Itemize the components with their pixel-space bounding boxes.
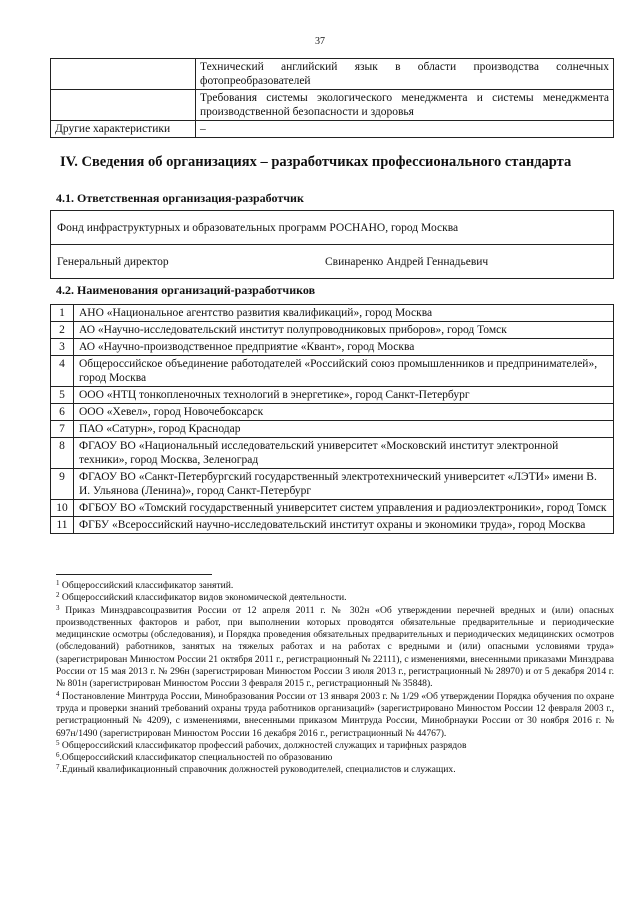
footnote [56, 740, 614, 752]
developer-name: АНО «Национальное агентство развития квалификаций», город Москва [74, 305, 614, 322]
footnote-separator [56, 574, 212, 575]
developer-name: Общероссийское объединение работодателей «Российский союз промышленников и предпринимателей», город Москва [74, 356, 614, 387]
responsible-org-name: Фонд инфраструктурных и образовательных программ РОСНАНО, город Москва [57, 221, 459, 234]
table-cell-text: Технический английский язык в области производства солнечных фотопреобразователей [196, 59, 614, 90]
footnote-mark: 5 [56, 738, 60, 747]
subsection-title-developers: 4.2. Наименования организаций-разработчиков [56, 283, 316, 297]
footnote-text: Постановление Минтруда России, Минобразования России от 13 января 2003 г. № 1/29 «Об утверждении Порядка обучения по охране труда и проверки знаний требований охраны труда работников организаций» (зарегистрировано Минюстом России 12 февраля 2003 г., регистрационный № 4209), с изменениями, внесенными приказом Минтруда России, Минобрнауки России от 30 ноября 2016 г. № 697н/1490 (зарегистрирован Минюстом России 16 декабря 2016 г., регистрационный № 44767). [56, 690, 614, 739]
developer-name: ООО «НТЦ тонкопленочных технологий в энергетике», город Санкт-Петербург [74, 387, 614, 404]
table-cell-text: – [196, 121, 614, 138]
developer-number: 3 [51, 339, 74, 356]
footnote-mark: 3 [56, 603, 60, 612]
footnote-mark: 4 [56, 689, 60, 698]
footnote [56, 691, 614, 740]
table-row [51, 469, 614, 500]
table-row [51, 438, 614, 469]
footnote-text: Общероссийский классификатор профессий рабочих, должностей служащих и тарифных разрядов [59, 739, 467, 751]
developer-number: 7 [51, 421, 74, 438]
table-cell-text: Требования системы экологического менеджмента и системы менеджмента производственной безопасности и здоровья [196, 90, 614, 121]
footnote-text: .Единый квалификационный справочник должностей руководителей, специалистов и служащих. [59, 764, 456, 776]
table-row [51, 356, 614, 387]
responsible-org-box [50, 210, 614, 279]
director-role: Генеральный директор [57, 255, 169, 268]
footnote-text: Общероссийский классификатор занятий. [59, 580, 234, 591]
table-row [51, 90, 614, 121]
director-name: Свинаренко Андрей Геннадьевич [325, 255, 489, 268]
director-row [51, 244, 613, 278]
developer-name: ФГБОУ ВО «Томский государственный университет систем управления и радиоэлектроники», город Томск [74, 500, 614, 517]
table-row [51, 305, 614, 322]
responsible-org-row [51, 211, 613, 244]
developer-name: АО «Научно-исследовательский институт полупроводниковых приборов», город Томск [74, 322, 614, 339]
footnote [56, 605, 614, 691]
developer-name: ФГАОУ ВО «Санкт-Петербургский государственный электротехнический университет «ЛЭТИ» имени В. И. Ульянова (Ленина)», город Санкт-Петербург [74, 469, 614, 500]
table-row [51, 121, 614, 138]
footnote-text: .Общероссийский классификатор специальностей по образованию [59, 752, 333, 764]
table-row [51, 59, 614, 90]
page-number: 37 [315, 36, 325, 47]
subsection-title-responsible: 4.1. Ответственная организация-разработчик [56, 191, 304, 205]
developer-number: 5 [51, 387, 74, 404]
section-title: IV. Сведения об организациях – разработчиках профессионального стандарта [60, 154, 572, 170]
table-cell-label [51, 59, 196, 90]
developer-number: 2 [51, 322, 74, 339]
table-row [51, 404, 614, 421]
table-row [51, 500, 614, 517]
footnote-text: Общероссийский классификатор видов экономической деятельности. [59, 592, 347, 604]
developer-name: ПАО «Сатурн», город Краснодар [74, 421, 614, 438]
developer-number: 10 [51, 500, 74, 517]
footnotes [56, 580, 614, 777]
footnote [56, 764, 614, 776]
footnote [56, 752, 614, 764]
developers-table [50, 304, 614, 534]
developer-number: 11 [51, 517, 74, 534]
developer-number: 4 [51, 356, 74, 387]
developer-number: 9 [51, 469, 74, 500]
table-row [51, 322, 614, 339]
footnote [56, 592, 614, 604]
footnote-mark: 2 [56, 591, 60, 600]
developer-name: АО «Научно-производственное предприятие «Квант», город Москва [74, 339, 614, 356]
footnote-mark: 1 [56, 579, 60, 587]
footnote-mark: 6 [56, 751, 60, 760]
table-row [51, 339, 614, 356]
developer-number: 8 [51, 438, 74, 469]
developer-name: ФГБУ «Всероссийский научно-исследовательский институт охраны и экономики труда», город Москва [74, 517, 614, 534]
footnote-text: Приказ Минздравсоцразвития России от 12 апреля 2011 г. № 302н «Об утверждении перечней вредных и (или) опасных производственных факторов и работ, при выполнении которых проводятся обязательные предварительные и периодические медицинские осмотры (обследования), и Порядка проведения обязательных предварительных и периодических медицинских осмотров (обследований) работников, занятых на тяжелых работах и на работах с вредными и (или) опасными условиями труда» (зарегистрирован Минюстом России 21 октября 2011 г., регистрационный № 22111), с изменениями, внесенными приказами Минздрава России от 15 мая 2013 г. № 296н (зарегистрирован Минюстом России 3 июля 2013 г., регистрационный № 28970) и от 5 декабря 2014 г. № 801н (зарегистрирован Минюстом России 3 февраля 2015 г., регистрационный № 35848). [56, 604, 614, 690]
developer-name: ООО «Хевел», город Новочебоксарск [74, 404, 614, 421]
table-row [51, 421, 614, 438]
footnote [56, 580, 614, 592]
table-cell-label [51, 90, 196, 121]
developer-name: ФГАОУ ВО «Национальный исследовательский университет «Московский институт электронной техники», город Москва, Зеленоград [74, 438, 614, 469]
table-cell-label: Другие характеристики [51, 121, 196, 138]
table-row [51, 387, 614, 404]
developer-number: 1 [51, 305, 74, 322]
footnote-mark: 7 [56, 763, 60, 772]
table-row [51, 517, 614, 534]
characteristics-table [50, 58, 614, 138]
developer-number: 6 [51, 404, 74, 421]
